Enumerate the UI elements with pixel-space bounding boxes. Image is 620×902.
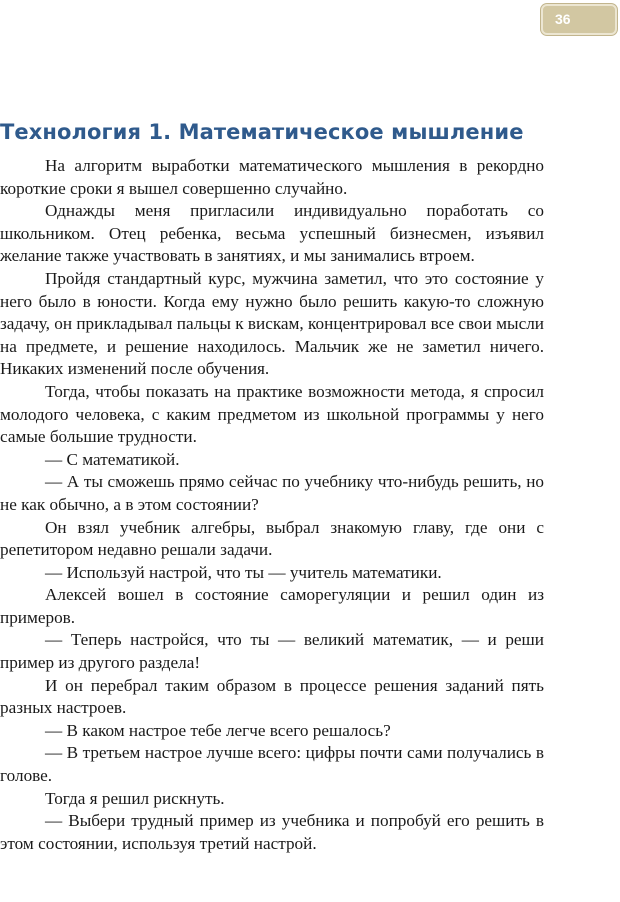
paragraph: Тогда я решил рискнуть. (45, 788, 225, 808)
chapter-title: Технология 1. Математическое мышление (0, 120, 524, 144)
paragraph: — Теперь настройся, что ты — великий математик, — и реши пример из другого раздела! (0, 630, 544, 673)
paragraph: — В третьем настрое лучше всего: цифры почти сами получались в голове. (0, 743, 544, 786)
paragraph: — Используй настрой, что ты — учитель математики. (45, 562, 442, 582)
paragraph: На алгоритм выработки математического мышления в рекордно короткие сроки я вышел совершенно случайно. (0, 156, 544, 198)
page-number-badge (541, 4, 617, 35)
paragraph: — Выбери трудный пример из учебника и попробуй его решить в этом состоянии, используя третий настрой. (0, 811, 544, 853)
page-number: 36 (555, 11, 571, 27)
paragraph: И он перебрал таким образом в процессе решения заданий пять разных настроев. (0, 675, 544, 718)
paragraph: Он взял учебник алгебры, выбрал знакомую главу, где они с репетитором недавно решали задачи. (0, 517, 544, 560)
body-text (0, 155, 544, 855)
paragraph: Пройдя стандартный курс, мужчина заметил, что это состояние у него было в юности. Когда ему нужно было решить какую-то сложную задачу, он прикладывал пальцы к вискам, концентрировал все свои мысли на предмете, и решение находилось. Мальчик же не заметил ничего. Никаких изменений после обучения. (0, 268, 544, 379)
paragraph: — А ты сможешь прямо сейчас по учебнику что-нибудь решить, но не как обычно, а в этом состоянии? (0, 472, 544, 514)
paragraph: Однажды меня пригласили индивидуально поработать со школьником. Отец ребенка, весьма успешный бизнесмен, изъявил желание также участвовать в занятиях, и мы занимались втроем. (0, 201, 544, 266)
paragraph: Алексей вошел в состояние саморегуляции и решил один из примеров. (0, 585, 544, 627)
paragraph: Тогда, чтобы показать на практике возможности метода, я спросил молодого человека, с каким предметом из школьной программы у него самые большие трудности. (0, 381, 544, 447)
paragraph: — С математикой. (45, 449, 180, 469)
paragraph: — В каком настрое тебе легче всего решалось? (45, 720, 391, 740)
